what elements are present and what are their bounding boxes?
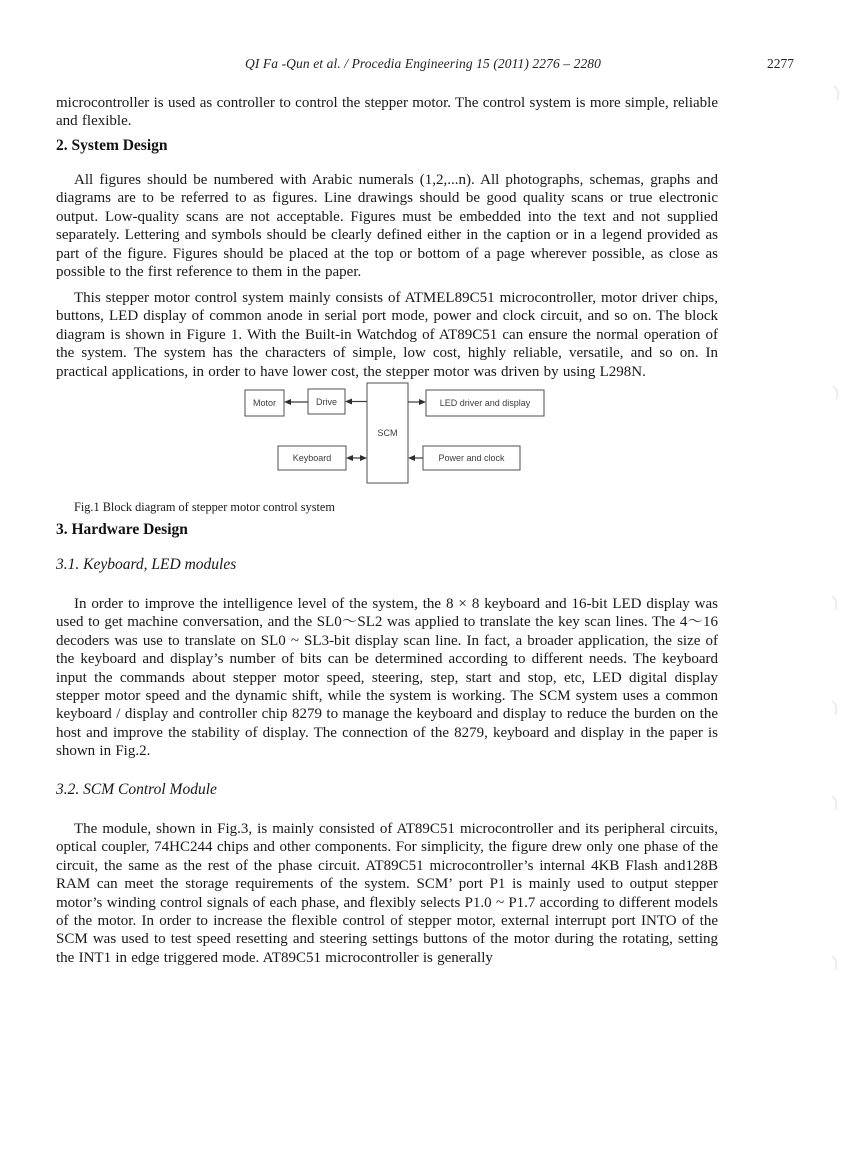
section-3-2-heading: 3.2. SCM Control Module xyxy=(56,781,217,798)
arrowhead-left-keyboard xyxy=(346,455,353,461)
section-3-1-heading: 3.1. Keyboard, LED modules xyxy=(56,556,237,573)
section-2-paragraph-1: All figures should be numbered with Arabic numerals (1,2,...n). All photographs, schemas, graphs and diagrams are to be referred to as figures. Line drawings should be good quality scans or true electronic output. Low-quality scans are not acceptable. Figures must be embedded into the text and not supplied separately. Lettering and symbols should be clearly defined either in the caption or in a legend provided as part of the figure. Figures should be placed at the top or bottom of a page wherever possible, as close as possible to the first reference to them in the paper. xyxy=(56,172,718,281)
arrowhead-right-led xyxy=(419,399,426,405)
section-3-heading: 3. Hardware Design xyxy=(56,521,188,538)
scan-edge-artifacts xyxy=(828,0,844,1155)
section-2-paragraph-2: This stepper motor control system mainly consists of ATMEL89C51 microcontroller, motor driver chips, buttons, LED display of common anode in serial port mode, power and clock circuit, and so on. The block diagram is shown in Figure 1. With the Built-in Watchdog of AT89C51 can ensure the normal operation of the system. The system has the characters of simple, low cost, highly reliable, versatile, and so on. In practical applications, in order to have lower cost, the stepper motor was driven by using L298N. xyxy=(56,290,718,380)
scm-box-label: SCM xyxy=(377,428,398,438)
section-3-2-paragraph: The module, shown in Fig.3, is mainly consisted of AT89C51 microcontroller and its peripheral circuits, optical coupler, 74HC244 chips and other components. For simplicity, the figure drew only one phase of the circuit, the same as the rest of the phase circuit. AT89C51 microcontroller’s internal 4KB Flash and128B RAM can meet the storage requirements of the system. SCM’ port P1 is mainly used to output stepper motor’s winding control signals of each phase, and flexibly selects P1.0 ~ P1.7 according to different models of the motor. In order to increase the flexible control of stepper motor, external interrupt port INTO of the SCM was used to test speed resetting and steering settings buttons of the motor during the rotating, setting the INT1 in edge triggered mode. AT89C51 microcontroller is generally xyxy=(56,821,718,966)
arrowhead-left-scm xyxy=(408,455,415,461)
arrowhead-left-drive xyxy=(345,399,352,405)
figure-1-caption: Fig.1 Block diagram of stepper motor control system xyxy=(74,500,335,514)
power-clock-box-label: Power and clock xyxy=(438,453,505,463)
arrowhead-left-motor xyxy=(284,399,291,405)
section-2-heading: 2. System Design xyxy=(56,137,168,154)
running-header-title: QI Fa -Qun et al. / Procedia Engineering 15 (2011) 2276 – 2280 xyxy=(244,56,601,71)
motor-box-label: Motor xyxy=(252,398,277,408)
keyboard-box-label: Keyboard xyxy=(292,453,332,463)
drive-box-label: Drive xyxy=(315,397,338,407)
page-number: 2277 xyxy=(767,56,794,71)
section-3-1-paragraph: In order to improve the intelligence level of the system, the 8 × 8 keyboard and 16-bit LED display was used to get machine conversation, and the SL0～SL2 was applied to translate the key scan lines. The 4～16 decoders was use to translate on SL0 ~ SL3-bit display scan line. In fact, a broader application, the size of the keyboard and display’s number of bits can be determined according to different needs. The keyboard input the commands about stepper motor speed, steering, step, start and stop, etc, LED digital display stepper motor speed and the dynamic shift, while the system is working. The SCM system uses a common keyboard / display and controller chip 8279 to manage the keyboard and display to reduce the burden on the host and improve the stability of display. The connection of the 8279, keyboard and display in the paper is shown in Fig.2. xyxy=(56,596,718,760)
led-driver-box-label: LED driver and display xyxy=(439,398,531,408)
intro-paragraph: microcontroller is used as controller to control the stepper motor. The control system is more simple, reliable and flexible. xyxy=(56,95,718,130)
arrowhead-right-scm xyxy=(360,455,367,461)
figure-1-block-diagram xyxy=(237,378,547,490)
